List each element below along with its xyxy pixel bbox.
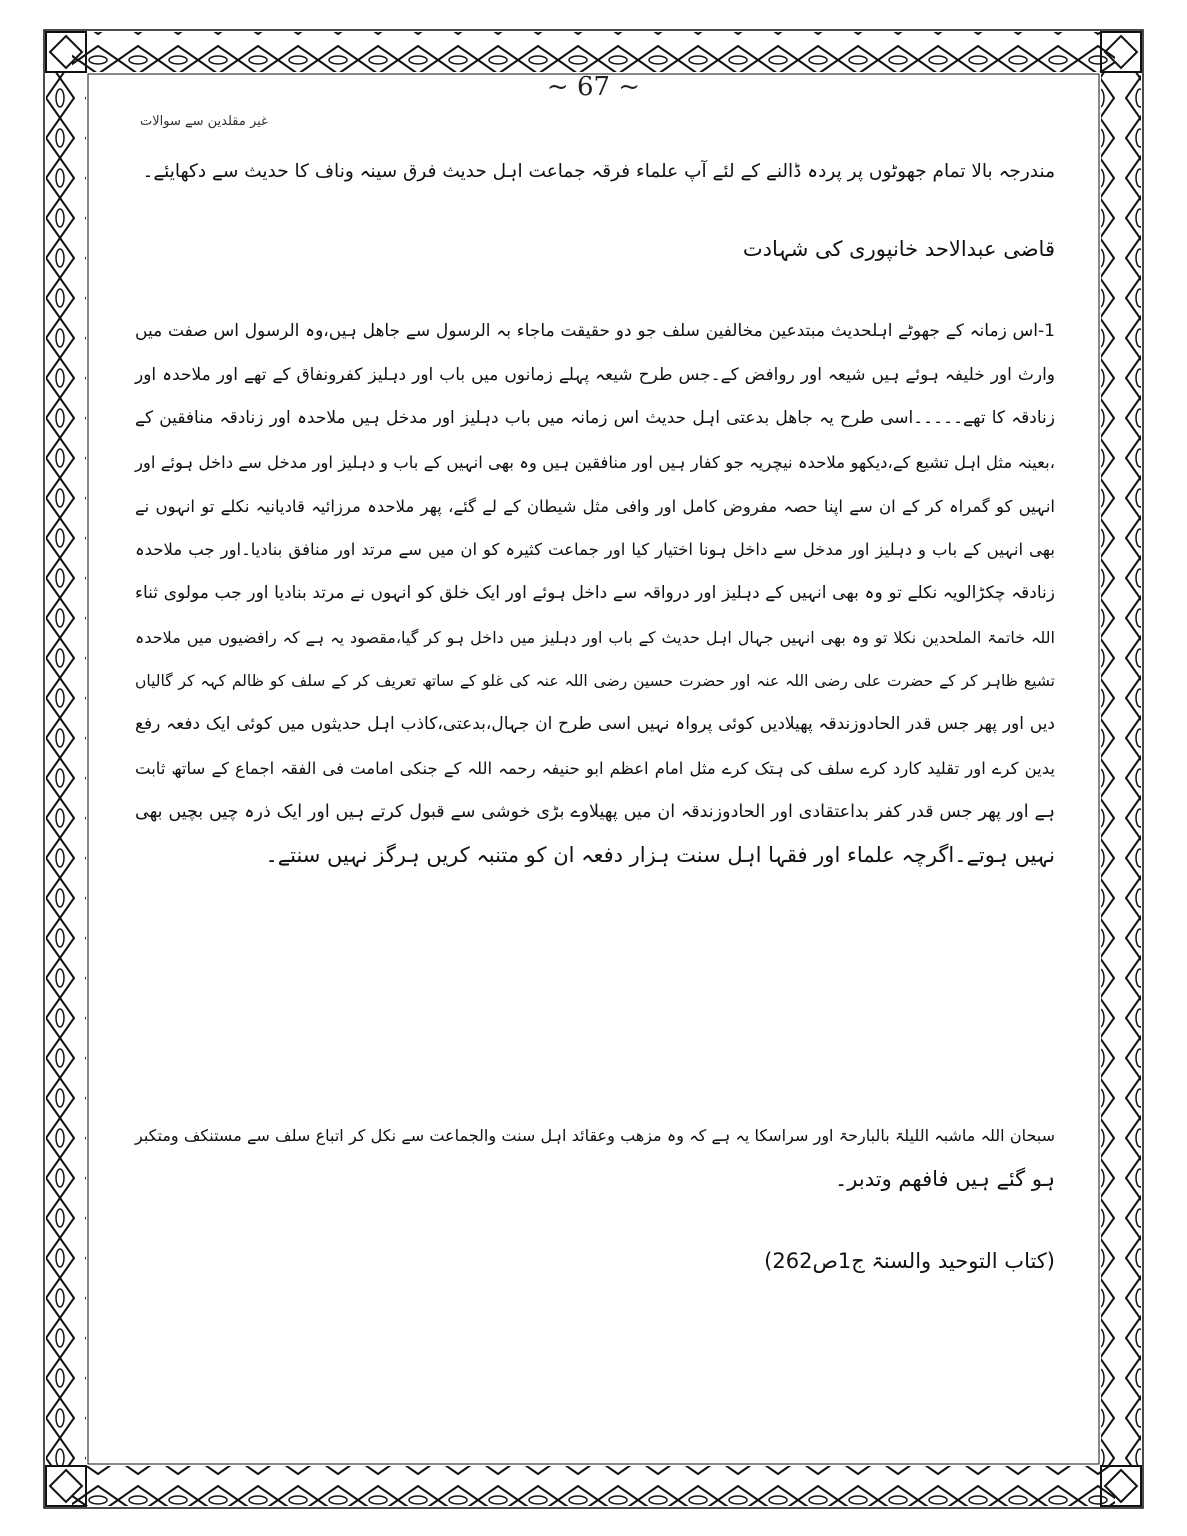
paragraph-line: زنادقہ چکڑالویہ نکلے تو وہ بھی انہیں کے دہلیز اور درواقہ سے داخل ہوئے اور ایک خلق کو انہوں نے مرتد بنادیا اور جب مولوی ثناء xyxy=(135,583,1055,604)
paragraph-1 xyxy=(135,318,1055,886)
paragraph-line: وارث اور خلیفہ ہوئے ہیں شیعہ اور روافض کے۔جس طرح شیعہ پہلے زمانوں میں باب اور دہلیز کفرونفاق کے تھے اور ملاحدہ اور xyxy=(135,364,1055,385)
intro-line: مندرجہ بالا تمام جھوٹوں پر پردہ ڈالنے کے لئے آپ علماء فرقہ جماعت اہل حدیث فرق سینہ وناف کا حدیث سے دکھایئے۔ xyxy=(142,161,1055,182)
paragraph-line: زنادقہ کا تھے۔۔۔۔۔اسی طرح یہ جاھل بدعتی اہل حدیث اس زمانہ میں باب دہلیز اور مدخل ہیں ملاحدہ اور زنادقہ منافقین کے xyxy=(135,408,1055,429)
citation: (کتاب التوحید والسنۃ ج1ص262) xyxy=(764,1249,1055,1273)
paragraph-line: 1-اس زمانہ کے جھوٹے اہلحدیث مبتدعین مخالفین سلف جو دو حقیقت ماجاء بہ الرسول سے جاھل ہیں،وہ الرسول اس صفت میں xyxy=(135,321,1055,341)
paragraph-line: یدین کرے اور تقلید کارد کرے سلف کی ہتک کرے مثل امام اعظم ابو حنیفہ رحمہ اللہ کے جنکی امامت فی الفقہ اجماع کے ساتھ ثابت xyxy=(135,758,1055,778)
paragraph-line: بھی انہیں کے باب و دہلیز اور مدخل سے داخل ہونا اختیار کیا اور جماعت کثیرہ کو ان میں سے مرتد اور منافق بنادیا۔اور جب ملاحدہ xyxy=(135,540,1055,560)
paragraph-2 xyxy=(135,1122,1055,1210)
paragraph-line: انہیں کو گمراہ کر کے ان سے اپنا حصہ مفروض کامل اور وافی مثل شیطان کے لے گئے، پھر ملاحدہ مرزائیہ قادیانیہ نکلے تو انہوں نے xyxy=(135,496,1055,516)
running-header: غیر مقلدین سے سوالات xyxy=(140,114,268,129)
paragraph-line: نہیں ہوتے۔اگرچہ علماء اور فقہا اہل سنت ہزار دفعہ ان کو متنبہ کریں ہرگز نہیں سنتے۔ xyxy=(265,843,1055,868)
page-number: ~ 67 ~ xyxy=(546,72,641,102)
paragraph-line: ،بعینہ مثل اہل تشیع کے،دیکھو ملاحدہ نیچریہ جو کفار ہیں اور منافقین ہیں وہ بھی انہیں کے باب و دہلیز اور مدخل سے داخل ہوئے اور xyxy=(134,453,1055,473)
paragraph-line: ہو گئے ہیں فافھم وتدبر۔ xyxy=(835,1167,1055,1191)
paragraph-line: دیں اور پھر جس قدر الحادوزندقہ پھیلادیں کوئی پرواہ نہیں اسی طرح ان جہال،بدعتی،کاذب اہل حدیثوں میں کوئی ایک دفعہ رفع xyxy=(135,714,1055,735)
paragraph-line: سبحان اللہ ماشبہ اللیلۃ بالبارحۃ اور سراسکا یہ ہے کہ وہ مزھب وعقائد اہل سنت والجماعت سے نکل کر اتباع سلف سے مستنکف ومتکبر xyxy=(135,1126,1056,1145)
paragraph-line: تشیع ظاہر کر کے حضرت علی رضی اللہ عنہ اور حضرت حسین رضی اللہ عنہ کی غلو کے ساتھ تعریف کر کے سلف کو ظالم کہہ کر گالیاں xyxy=(135,671,1055,690)
paragraph-line: ہے اور پھر جس قدر کفر بداعتقادی اور الحادوزندقہ ان میں پھیلاوے بڑی خوشی سے قبول کرتے ہیں اور ایک ذرہ چیں بچیں بھی xyxy=(135,801,1055,822)
paragraph-line: اللہ خاتمۃ الملحدین نکلا تو وہ بھی انہیں جہال اہل حدیث کے باب اور دہلیز میں داخل ہو کر گیا،مقصود یہ ہے کہ رافضیوں میں ملاحدہ xyxy=(135,627,1056,647)
section-heading: قاضی عبدالاحد خانپوری کی شہادت xyxy=(742,237,1055,261)
